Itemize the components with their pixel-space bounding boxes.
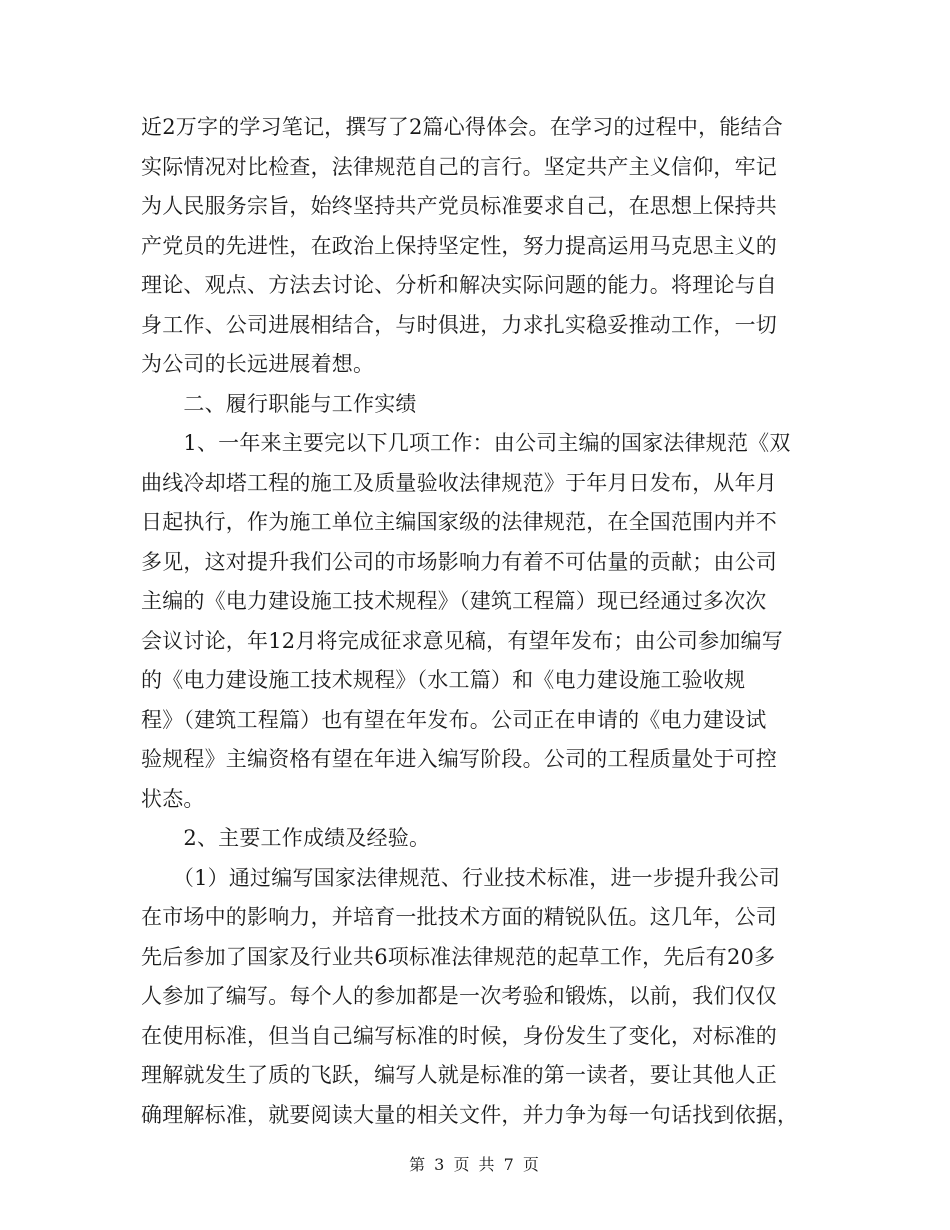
text-line: 身工作、公司进展相结合，与时俱进，力求扎实稳妥推动工作，一切 <box>141 312 777 337</box>
text-line: 状态。 <box>141 786 205 811</box>
text-line: 多见，这对提升我们公司的市场影响力有着不可估量的贡献；由公司 <box>141 549 777 574</box>
text-line: 的《电力建设施工技术规程》（水工篇）和《电力建设施工验收规 <box>141 668 746 692</box>
text-line: 主编的《电力建设施工技术规程》（建筑工程篇）现已经通过多次次 <box>141 589 767 613</box>
text-line: 1、一年来主要完以下几项工作：由公司主编的国家法律规范《双 <box>141 431 791 455</box>
text-line: 为人民服务宗旨，始终坚持共产党员标准要求自己，在思想上保持共 <box>141 194 777 218</box>
section-heading: 二、履行职能与工作实绩 <box>141 391 417 416</box>
text-line: 近2万字的学习笔记，撰写了2篇心得体会。在学习的过程中，能结合 <box>141 115 783 139</box>
page-number-footer: 第 3 页 共 7 页 <box>409 1155 541 1174</box>
text-line: 日起执行，作为施工单位主编国家级的法律规范，在全国范围内并不 <box>141 510 777 534</box>
text-line: 在市场中的影响力，并培育一批技术方面的精锐队伍。这几年，公司 <box>141 905 777 929</box>
text-line: 为公司的长远进展着想。 <box>141 352 375 376</box>
text-line: 理论、观点、方法去讨论、分析和解决实际问题的能力。将理论与自 <box>141 273 777 297</box>
body-text <box>141 108 821 1135</box>
text-line: 先后参加了国家及行业共6项标准法律规范的起草工作，先后有20多 <box>141 944 776 969</box>
text-line: 会议讨论，年12月将完成征求意见稿，有望年发布；由公司参加编写 <box>141 628 783 653</box>
text-line: 验规程》主编资格有望在年进入编写阶段。公司的工程质量处于可控 <box>141 747 777 771</box>
text-line: 确理解标准，就要阅读大量的相关文件，并力争为每一句话找到依据， <box>141 1102 799 1127</box>
text-line: 在使用标准，但当自己编写标准的时候，身份发生了变化，对标准的 <box>141 1023 777 1048</box>
text-line: 理解就发生了质的飞跃，编写人就是标准的第一读者，要让其他人正 <box>141 1063 777 1087</box>
subsection-heading: 2、主要工作成绩及经验。 <box>141 826 431 850</box>
text-line: 人参加了编写。每个人的参加都是一次考验和锻炼，以前，我们仅仅 <box>141 984 777 1008</box>
text-line: 程》（建筑工程篇）也有望在年发布。公司正在申请的《电力建设试 <box>141 707 767 732</box>
text-line: （1）通过编写国家法律规范、行业技术标准，进一步提升我公司 <box>141 865 781 890</box>
text-line: 实际情况对比检查，法律规范自己的言行。坚定共产主义信仰，牢记 <box>141 154 777 179</box>
text-line: 曲线冷却塔工程的施工及质量验收法律规范》于年月日发布，从年月 <box>141 470 777 495</box>
text-line: 产党员的先进性，在政治上保持坚定性，努力提高运用马克思主义的 <box>141 233 777 258</box>
